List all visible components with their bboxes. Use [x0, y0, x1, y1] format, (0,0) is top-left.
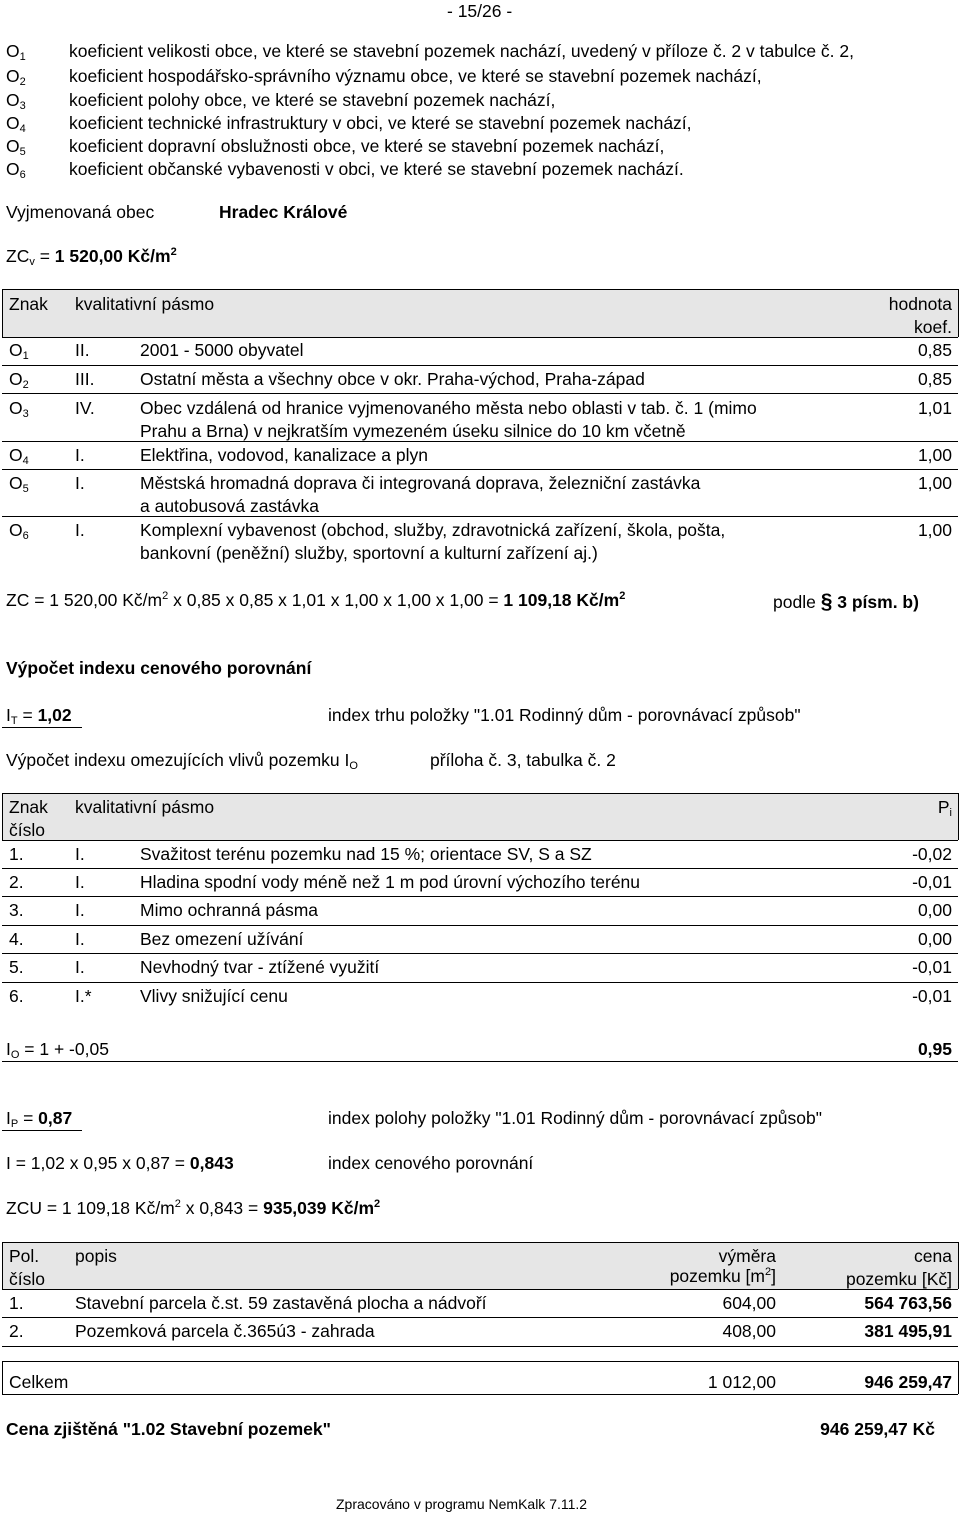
row-band: I. — [75, 900, 85, 920]
row-band: I. — [75, 957, 85, 977]
io-result-value: 0,95 — [917, 1039, 952, 1059]
row-band: I. — [75, 872, 85, 892]
legend-text: koeficient velikosti obce, ve které se stavební pozemek nachází, uvedený v příloze č. 2 v tabulce č. 2, — [69, 41, 854, 61]
market-index: $I_T = 1,02$ — [6, 705, 72, 727]
col-header-znak: Znak — [9, 294, 48, 314]
legend-text: koeficient občanské vybavenosti v obci, ve které se stavební pozemek nachází. — [69, 159, 684, 179]
col-header-cena: cena — [914, 1246, 952, 1266]
row-value: -0,02 — [912, 844, 952, 864]
row-price: 564 763,56 — [864, 1293, 952, 1313]
row-number: 6. — [9, 986, 24, 1006]
location-index: $I_P = 0,87$ — [6, 1108, 73, 1130]
col-header-pol: Pol. — [9, 1246, 40, 1266]
legend-text: koeficient dopravní obslužnosti obce, ve které se stavební pozemek nachází, — [69, 136, 665, 156]
row-value: 1,00 — [917, 445, 952, 465]
row-description: Svažitost terénu pozemku nad 15 %; orientace SV, S a SZ — [140, 844, 592, 864]
row-value: 0,85 — [917, 340, 952, 360]
legend-symbol: $O_4$ — [6, 113, 26, 135]
row-band: I. — [75, 929, 85, 949]
row-band: I. — [75, 520, 85, 540]
col-header-cena-unit: pozemku [Kč] — [845, 1269, 952, 1289]
row-description: Městská hromadná doprava či integrovaná doprava, železniční zastávka — [140, 473, 701, 493]
row-value: 0,00 — [917, 929, 952, 949]
col-header-cislo: číslo — [9, 820, 45, 840]
index-heading: Výpočet indexu cenového porovnání — [6, 658, 312, 678]
row-band: I.* — [75, 986, 92, 1006]
city-value: Hradec Králové — [219, 202, 348, 222]
legend-symbol: $O_6$ — [6, 159, 26, 181]
row-price: 381 495,91 — [864, 1321, 952, 1341]
row-area: 408,00 — [722, 1321, 776, 1341]
row-number: 2. — [9, 872, 24, 892]
row-value: -0,01 — [912, 872, 952, 892]
io-heading: Výpočet indexu omezujících vlivů pozemku $I_O$ — [6, 750, 358, 772]
total-label: Celkem — [9, 1372, 69, 1392]
row-number: 2. — [9, 1321, 24, 1341]
io-result-underline — [2, 1061, 958, 1062]
row-description: Stavební parcela č.st. 59 zastavěná plocha a nádvoří — [75, 1293, 487, 1313]
col-header-znak: Znak — [9, 797, 48, 817]
legend-text: koeficient technické infrastruktury v obci, ve které se stavební pozemek nachází, — [69, 113, 692, 133]
row-band: I. — [75, 445, 85, 465]
row-description: 2001 - 5000 obyvatel — [140, 340, 304, 360]
row-band: III. — [75, 369, 95, 389]
row-description: Bez omezení užívání — [140, 929, 304, 949]
zc-reference: podle § 3 písm. b) — [773, 590, 919, 613]
row-band: IV. — [75, 398, 95, 418]
row-description: Mimo ochranná pásma — [140, 900, 318, 920]
location-index-underline — [2, 1130, 82, 1131]
market-index-underline — [2, 727, 82, 728]
row-band: I. — [75, 844, 85, 864]
row-description: Vlivy snižující cenu — [140, 986, 288, 1006]
row-area: 604,00 — [722, 1293, 776, 1313]
col-header-pasmo: kvalitativní pásmo — [75, 797, 215, 817]
row-description-cont: bankovní (peněžní) služby, sportovní a kulturní zařízení aj.) — [140, 543, 598, 563]
col-header-hodnota: hodnota — [888, 294, 952, 314]
col-header-vymera-unit: pozemku $[m^2]$ — [669, 1266, 776, 1286]
row-number: 4. — [9, 929, 24, 949]
row-value: 0,85 — [917, 369, 952, 389]
col-header-pasmo: kvalitativní pásmo — [75, 294, 215, 314]
legend-symbol: $O_3$ — [6, 90, 26, 112]
table-header-bg — [2, 1242, 958, 1289]
legend-symbol: $O_2$ — [6, 66, 26, 88]
price-comparison-index-desc: index cenového porovnání — [328, 1153, 534, 1173]
row-value: -0,01 — [912, 957, 952, 977]
row-description: Hladina spodní vody méně než 1 m pod úrovní výchozího terénu — [140, 872, 641, 892]
io-result: $I_O = 1 + -0,05$ — [6, 1039, 109, 1061]
legend-text: koeficient hospodářsko-správního významu obce, ve které se stavební pozemek nachází, — [69, 66, 762, 86]
zcu-calculation: ZCU = 1 109,18 $Kč/m^2$ x 0,843 = 935,039 $Kč/m^2$ — [6, 1198, 381, 1218]
zc-calculation: ZC = 1 520,00 $Kč/m^2$ x 0,85 x 0,85 x 1,01 x 1,00 x 1,00 x 1,00 = 1 109,18 $Kč/m^2$ — [6, 590, 626, 610]
row-value: 1,00 — [917, 520, 952, 540]
row-description-cont: Prahu a Brna) v nejkratším vymezeném úseku silnice do 10 km včetně — [140, 421, 686, 441]
col-header-cislo: číslo — [9, 1269, 45, 1289]
row-description: Komplexní vybavenost (obchod, služby, zdravotnická zařízení, škola, pošta, — [140, 520, 726, 540]
row-value: 0,00 — [917, 900, 952, 920]
row-symbol: $O_6$ — [9, 520, 29, 542]
row-symbol: $O_4$ — [9, 445, 29, 467]
row-description: Ostatní města a všechny obce v okr. Praha-východ, Praha-západ — [140, 369, 645, 389]
row-symbol: $O_2$ — [9, 369, 29, 391]
io-reference: příloha č. 3, tabulka č. 2 — [430, 750, 616, 770]
page-number: - 15/26 - — [447, 1, 513, 21]
price-comparison-index: I = 1,02 x 0,95 x 0,87 = 0,843 — [6, 1153, 234, 1173]
col-header-vymera: výměra — [718, 1246, 776, 1266]
row-description: Obec vzdálená od hranice vyjmenovaného města nebo oblasti v tab. č. 1 (mimo — [140, 398, 757, 418]
row-value: -0,01 — [912, 986, 952, 1006]
col-header-pi: $P_i$ — [937, 797, 952, 819]
city-label: Vyjmenovaná obec — [6, 202, 155, 222]
legend-symbol: $O_5$ — [6, 136, 26, 158]
row-band: II. — [75, 340, 90, 360]
market-index-desc: index trhu položky "1.01 Rodinný dům - porovnávací způsob" — [328, 705, 801, 725]
row-symbol: $O_1$ — [9, 340, 29, 362]
row-description-cont: a autobusová zastávka — [140, 496, 320, 516]
row-description: Nevhodný tvar - ztížené využití — [140, 957, 380, 977]
row-number: 3. — [9, 900, 24, 920]
row-value: 1,01 — [917, 398, 952, 418]
row-description: Pozemková parcela č.365ú3 - zahrada — [75, 1321, 375, 1341]
row-band: I. — [75, 473, 85, 493]
total-price: 946 259,47 — [864, 1372, 952, 1392]
total-area: 1 012,00 — [707, 1372, 776, 1392]
footer-note: Zpracováno v programu NemKalk 7.11.2 — [336, 1496, 588, 1512]
col-header-koef: koef. — [914, 317, 952, 337]
row-number: 5. — [9, 957, 24, 977]
zcv-line: $ZC_v = 1$ 520,00 $Kč/m^2$ — [6, 246, 177, 268]
row-number: 1. — [9, 844, 24, 864]
row-description: Elektřina, vodovod, kanalizace a plyn — [140, 445, 428, 465]
final-price-label: Cena zjištěná "1.02 Stavební pozemek" — [6, 1419, 331, 1439]
final-price-value: 946 259,47 Kč — [820, 1419, 935, 1439]
legend-symbol: $O_1$ — [6, 41, 26, 63]
row-value: 1,00 — [917, 473, 952, 493]
row-symbol: $O_5$ — [9, 473, 29, 495]
col-header-popis: popis — [75, 1246, 117, 1266]
location-index-desc: index polohy položky "1.01 Rodinný dům - porovnávací způsob" — [328, 1108, 822, 1128]
row-symbol: $O_3$ — [9, 398, 29, 420]
legend-text: koeficient polohy obce, ve které se stavební pozemek nachází, — [69, 90, 556, 110]
row-number: 1. — [9, 1293, 24, 1313]
